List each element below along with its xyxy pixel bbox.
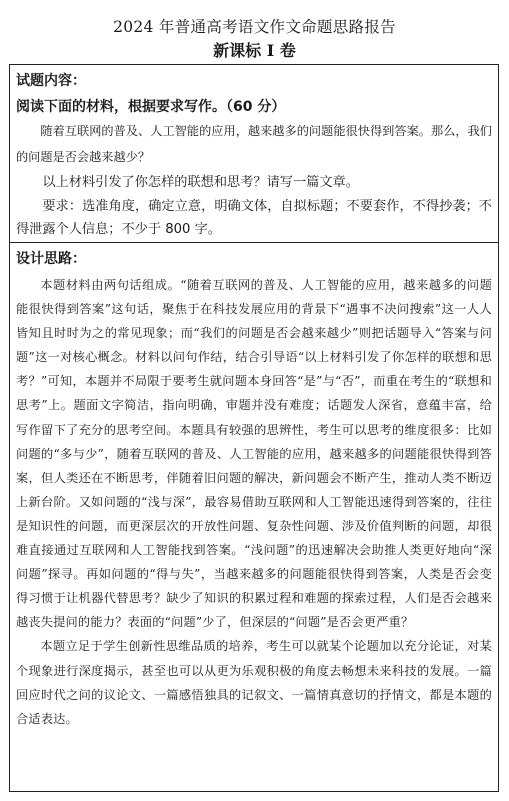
- design-heading: 设计思路：: [16, 251, 86, 267]
- question-box: [9, 64, 499, 242]
- design-paragraph-1: 本题材料由两句话组成。“随着互联网的普及、人工智能的应用，越来越多的问题能很快得到答案”这句话，聚焦于在科技发展应用的背景下“遇事不决问搜索”这一人人皆知且时时为之的常见现象；而“我们的问题是否会越来越少”则把话题导入“答案与问题”这一对核心概念。材料以问句作结，结合引导语“以上材料引发了你怎样的联想和思考？”可知，本题并不局限于要考生就问题本身回答“是”与“否”，而重在考生的“联想和思考”上。题面文字简洁，指向明确，审题并没有难度；话题发人深省，意蕴丰富，给写作留下了充分的思考空间。本题具有较强的思辨性，考生可以思考的维度很多：比如问题的“多与少”，随着互联网的普及、人工智能的应用，越来越多的问题能很快得到答案，但人类还在不断思考，伴随着旧问题的解决，新问题会不断产生，推动人类不断迈上新台阶。又如问题的“浅与深”，最容易借助互联网和人工智能迅速得到答案的，往往是知识性的问题，而更深层次的开放性问题、复杂性问题、涉及价值判断的问题，却很难直接通过互联网和人工智能找到答案。“浅问题”的迅速解决会助推人类更好地向“深问题”探寻。再如问题的“得与失”，当越来越多的问题能很快得到答案，人类是否会变得习惯于让机器代替思考？缺少了知识的积累过程和难题的探索过程，人们是否会越来越丧失提问的能力？表面的“问题”少了，但深层的“问题”是否会更严重？: [16, 278, 492, 630]
- report-title: 2024 年普通高考语文作文命题思路报告: [113, 18, 396, 36]
- question-prompt: 以上材料引发了你怎样的联想和思考？请写一篇文章。: [42, 175, 359, 190]
- question-instruction: 阅读下面的材料，根据要求写作。（60 分）: [16, 99, 286, 115]
- question-requirements: 要求：选准角度，确定立意，明确文体，自拟标题；不要套作，不得抄袭；不得泄露个人信息；不少于 800 字。: [16, 199, 492, 237]
- question-material: 随着互联网的普及、人工智能的应用，越来越多的问题能很快得到答案。那么，我们的问题是否会越来越少？: [16, 124, 492, 164]
- design-paragraph-2: 本题立足于学生创新性思维品质的培养，考生可以就某个论题加以充分论证，对某个现象进行深度揭示，甚至也可以从更为乐观积极的角度去畅想未来科技的发展。一篇回应时代之问的议论文、一篇感悟独具的记叙文、一篇情真意切的抒情文，都是本题的合适表达。: [16, 639, 492, 726]
- design-box: [9, 242, 499, 792]
- question-heading: 试题内容：: [16, 73, 86, 89]
- report-subtitle: 新课标 I 卷: [213, 41, 296, 60]
- design-analysis: [16, 273, 492, 731]
